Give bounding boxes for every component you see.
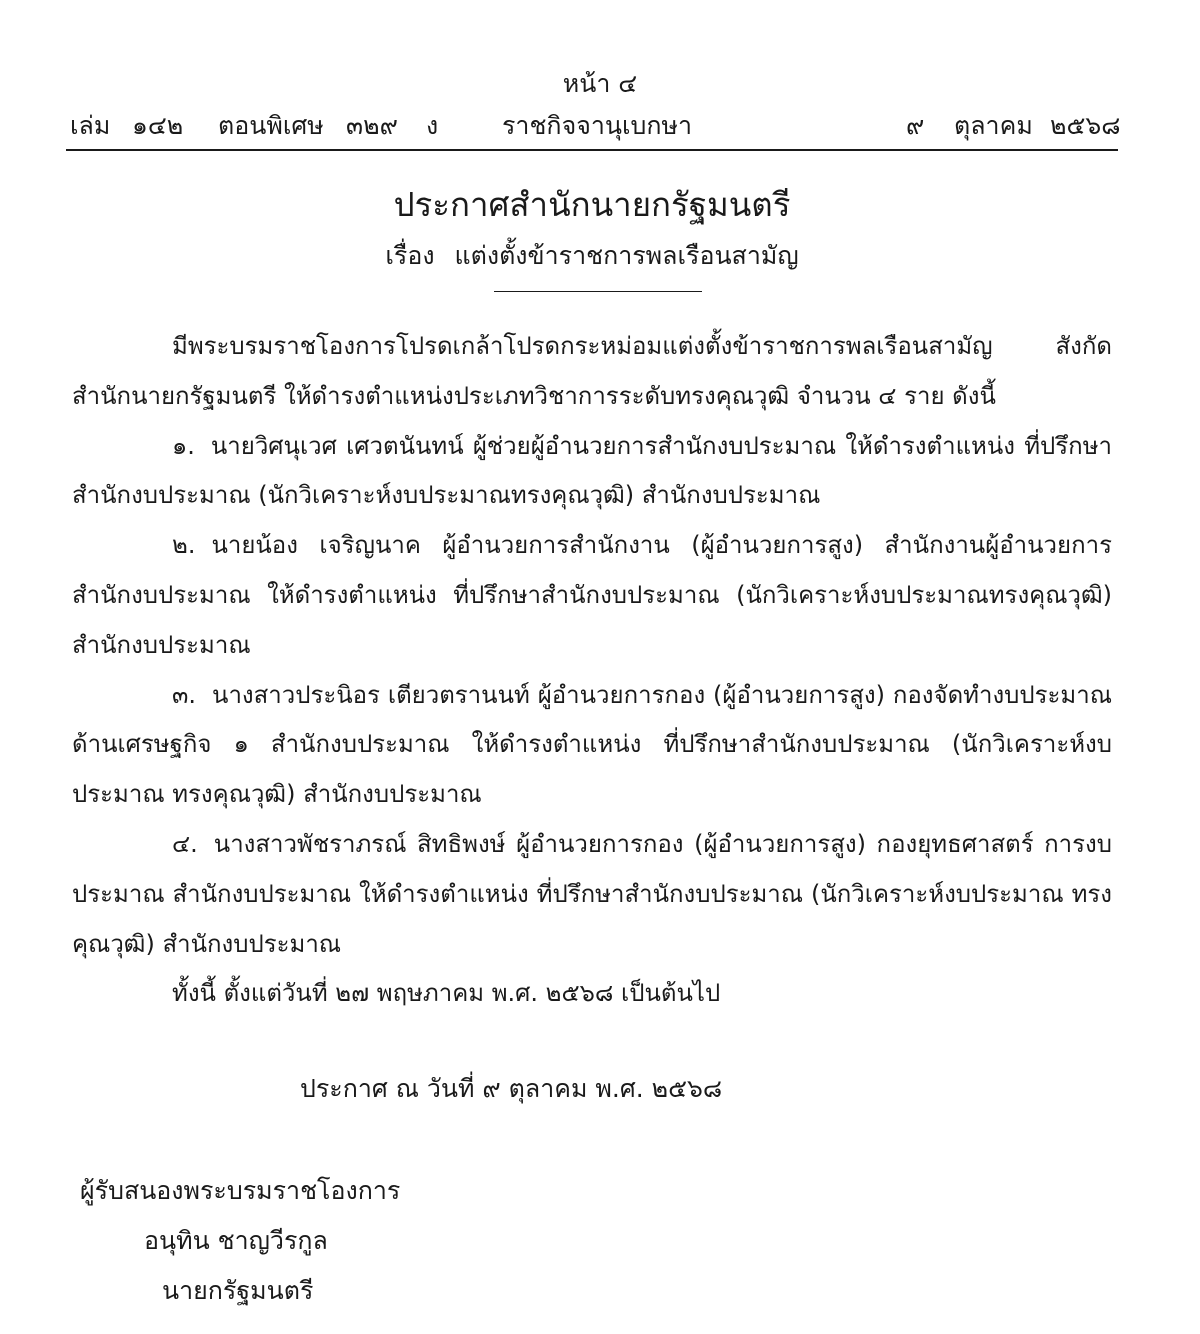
item-number: ๔. [172, 829, 198, 858]
header-divider [66, 149, 1118, 151]
volume-label: เล่ม [70, 111, 111, 140]
item-text: นางสาวประนิอร เตียวตรานนท์ ผู้อำนวยการกอง (ผู้อำนวยการสูง) กองจัดทำงบประมาณ ด้านเศรษฐกิจ ๑ สำนักงบประมาณ ให้ดำรงตำแหน่ง ที่ปรึกษาสำนักงบประมาณ (นักวิเคราะห์งบประมาณ ทรงคุณวุฒิ) สำนักงบประมาณ [72, 680, 1112, 809]
item-text: นายน้อง เจริญนาค ผู้อำนวยการสำนักงาน (ผู้อำนวยการสูง) สำนักงานผู้อำนวยการ สำนักงบประมาณ ให้ดำรงตำแหน่ง ที่ปรึกษาสำนักงบประมาณ (นักวิเคราะห์งบประมาณทรงคุณวุฒิ) สำนักงบประมาณ [72, 531, 1112, 659]
section-letter: ง [426, 111, 439, 140]
signatory-name: อนุทิน ชาญวีรกูล [144, 1226, 328, 1255]
list-item [72, 671, 1112, 820]
item-text: นายวิศนุเวศ เศวตนันทน์ ผู้ช่วยผู้อำนวยการสำนักงบประมาณ ให้ดำรงตำแหน่ง ที่ปรึกษาสำนักงบประมาณ (นักวิเคราะห์งบประมาณทรงคุณวุฒิ) สำนักงบประมาณ [72, 431, 1112, 510]
list-item [72, 820, 1112, 969]
effective-date-paragraph: ทั้งนี้ ตั้งแต่วันที่ ๒๗ พฤษภาคม พ.ศ. ๒๕๖๘ เป็นต้นไป [172, 979, 721, 1008]
gazette-header [70, 106, 1120, 146]
volume-number: ๑๔๒ [132, 111, 184, 140]
item-text: นางสาวพัชราภรณ์ สิทธิพงษ์ ผู้อำนวยการกอง (ผู้อำนวยการสูง) กองยุทธศาสตร์ การงบประมาณ สำนักงบประมาณ ให้ดำรงตำแหน่ง ที่ปรึกษาสำนักงบประมาณ (นักวิเคราะห์งบประมาณ ทรงคุณวุฒิ) สำนักงบประมาณ [72, 829, 1112, 958]
item-number: ๑. [172, 431, 195, 460]
announcement-subject-line [0, 236, 1184, 276]
issue-label: ตอนพิเศษ [218, 111, 324, 140]
subject-divider [494, 291, 702, 292]
subject-text: แต่งตั้งข้าราชการพลเรือนสามัญ [454, 241, 799, 270]
item-number: ๒. [172, 531, 196, 560]
issue-number: ๓๒๙ [346, 111, 398, 140]
announcement-body [72, 322, 1112, 1019]
header-year: ๒๕๖๘ [1050, 111, 1121, 140]
subject-label: เรื่อง [385, 241, 435, 270]
intro-paragraph: มีพระบรมราชโองการโปรดเกล้าโปรดกระหม่อมแต่งตั้งข้าราชการพลเรือนสามัญ สังกัดสำนักนายกรัฐมนตรี ให้ดำรงตำแหน่งประเภทวิชาการระดับทรงคุณวุฒิ จำนวน ๔ ราย ดังนี้ [72, 332, 1112, 410]
signatory-title: นายกรัฐมนตรี [162, 1276, 314, 1305]
gazette-name: ราชกิจจานุเบกษา [502, 111, 693, 140]
header-month: ตุลาคม [954, 111, 1033, 140]
list-item [72, 521, 1112, 670]
signature-dateline: ประกาศ ณ วันที่ ๙ ตุลาคม พ.ศ. ๒๕๖๘ [300, 1074, 723, 1103]
list-item [72, 422, 1112, 522]
announcement-title: ประกาศสำนักนายกรัฐมนตรี [393, 185, 791, 224]
signatory-role: ผู้รับสนองพระบรมราชโองการ [80, 1176, 401, 1205]
item-number: ๓. [172, 680, 197, 709]
header-day: ๙ [906, 111, 925, 140]
page-number: หน้า ๔ [562, 69, 638, 98]
